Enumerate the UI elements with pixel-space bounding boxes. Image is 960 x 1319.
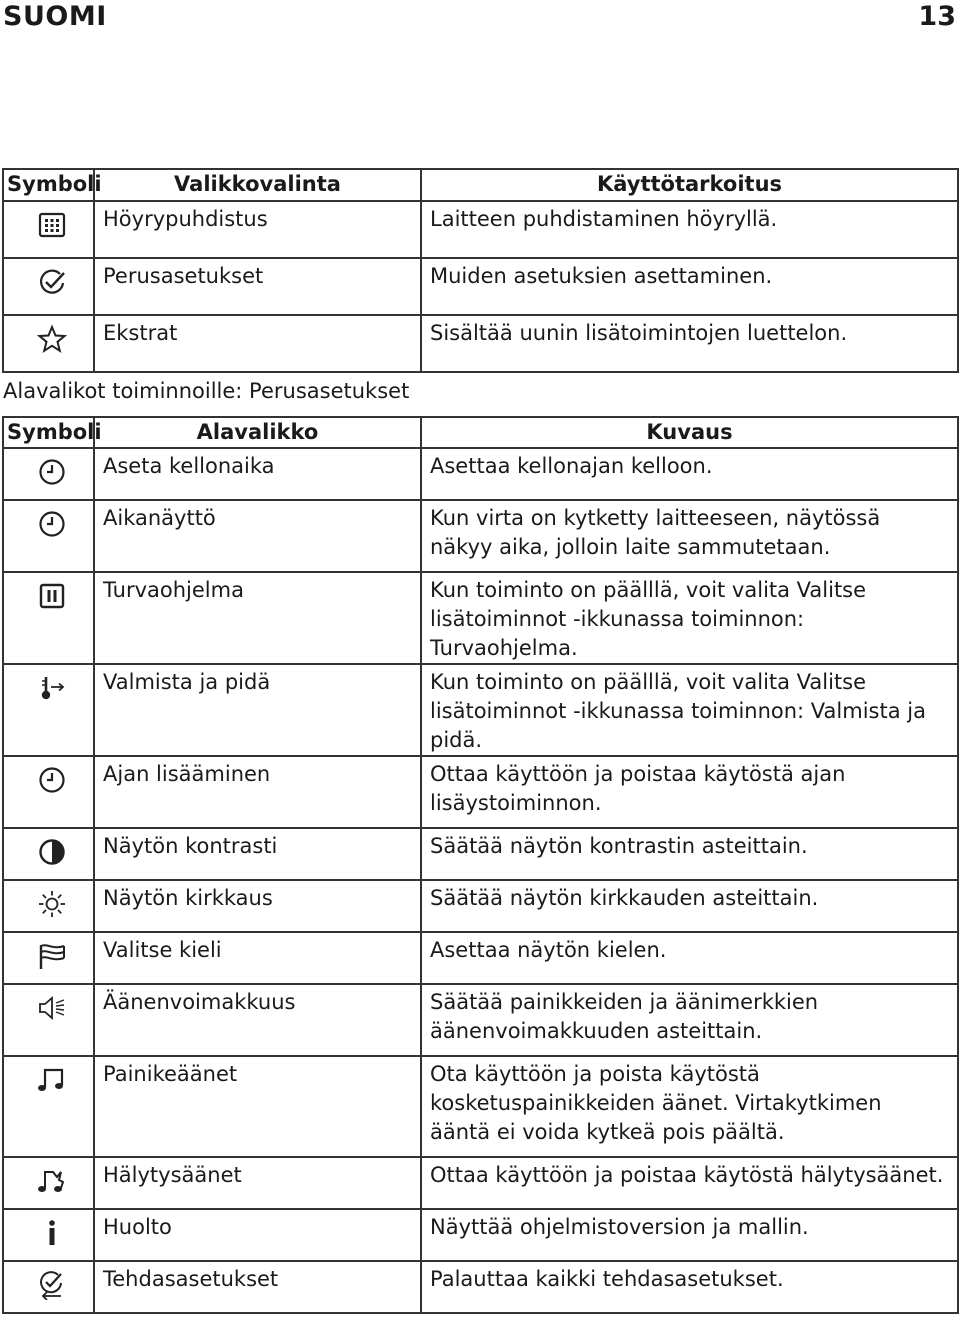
star-icon	[37, 324, 67, 354]
table-row	[3, 756, 958, 828]
language-label: SUOMI	[3, 1, 107, 32]
header-symbol: Symboli	[3, 417, 94, 448]
table-row	[3, 201, 958, 258]
submenu-description: Kun virta on kytketty laitteeseen, näytössä näkyy aika, jolloin laite sammutetaan.	[421, 500, 958, 572]
factory-reset-icon	[37, 1270, 67, 1300]
table-row	[3, 664, 958, 756]
submenu-description: Ottaa käyttöön ja poistaa käytöstä hälytysäänet.	[421, 1157, 958, 1209]
header-menu-option: Valikkovalinta	[94, 169, 421, 201]
header-submenu: Alavalikko	[94, 417, 421, 448]
table-row	[3, 1056, 958, 1157]
page-number: 13	[918, 1, 956, 32]
submenu-description: Kun toiminto on päälllä, voit valita Valitse lisätoiminnot -ikkunassa toiminnon: Valmista ja pidä.	[421, 664, 958, 756]
menu-name: Ekstrat	[94, 315, 421, 372]
header-purpose: Käyttötarkoitus	[421, 169, 958, 201]
menu-description: Laitteen puhdistaminen höyryllä.	[421, 201, 958, 258]
submenu-description: Kun toiminto on päälllä, voit valita Valitse lisätoiminnot -ikkunassa toiminnon: Turvaohjelma.	[421, 572, 958, 664]
submenu-description: Asettaa kellonajan kelloon.	[421, 448, 958, 500]
header-symbol: Symboli	[3, 169, 94, 201]
submenu-name: Äänenvoimakkuus	[94, 984, 421, 1056]
info-icon	[37, 1218, 67, 1248]
submenu-name: Valitse kieli	[94, 932, 421, 984]
flag-icon	[37, 941, 67, 971]
table-row	[3, 500, 958, 572]
speaker-icon	[37, 993, 67, 1023]
submenu-table	[2, 416, 959, 1314]
table-row	[3, 984, 958, 1056]
menu-name: Perusasetukset	[94, 258, 421, 315]
table-row	[3, 1157, 958, 1209]
menu-table	[2, 168, 959, 373]
menu-name: Höyrypuhdistus	[94, 201, 421, 258]
submenu-name: Aikanäyttö	[94, 500, 421, 572]
submenu-description: Säätää näytön kontrastin asteittain.	[421, 828, 958, 880]
clock-icon	[37, 765, 67, 795]
submenu-name: Näytön kirkkaus	[94, 880, 421, 932]
submenu-name: Ajan lisääminen	[94, 756, 421, 828]
page-header	[0, 0, 960, 38]
thermometer-arrow-icon	[37, 673, 67, 703]
menu-description: Muiden asetuksien asettaminen.	[421, 258, 958, 315]
menu-description: Sisältää uunin lisätoimintojen luettelon.	[421, 315, 958, 372]
table-header-row	[3, 417, 958, 448]
table-header-row	[3, 169, 958, 201]
contrast-icon	[37, 837, 67, 867]
submenu-name: Tehdasasetukset	[94, 1261, 421, 1313]
submenu-name: Valmista ja pidä	[94, 664, 421, 756]
submenu-name: Hälytysäänet	[94, 1157, 421, 1209]
submenu-description: Säätää näytön kirkkauden asteittain.	[421, 880, 958, 932]
sun-icon	[37, 889, 67, 919]
submenu-name: Turvaohjelma	[94, 572, 421, 664]
submenu-name: Näytön kontrasti	[94, 828, 421, 880]
submenu-description: Asettaa näytön kielen.	[421, 932, 958, 984]
table-row	[3, 1261, 958, 1313]
table-row	[3, 828, 958, 880]
table-row	[3, 932, 958, 984]
submenu-name: Huolto	[94, 1209, 421, 1261]
clock-icon	[37, 509, 67, 539]
table-row	[3, 1209, 958, 1261]
header-description: Kuvaus	[421, 417, 958, 448]
table-row	[3, 880, 958, 932]
alarm-note-icon	[37, 1166, 67, 1196]
submenu-heading: Alavalikot toiminnoille: Perusasetukset	[3, 379, 410, 403]
submenu-name: Painikeäänet	[94, 1056, 421, 1157]
table-row	[3, 258, 958, 315]
clock-icon	[37, 457, 67, 487]
checkmark-circle-icon	[37, 267, 67, 297]
table-row	[3, 572, 958, 664]
submenu-description: Säätää painikkeiden ja äänimerkkien äänenvoimakkuuden asteittain.	[421, 984, 958, 1056]
submenu-description: Näyttää ohjelmistoversion ja mallin.	[421, 1209, 958, 1261]
submenu-name: Aseta kellonaika	[94, 448, 421, 500]
steam-cleaning-icon	[37, 210, 67, 240]
submenu-description: Palauttaa kaikki tehdasasetukset.	[421, 1261, 958, 1313]
submenu-description: Ota käyttöön ja poista käytöstä kosketuspainikkeiden äänet. Virtakytkimen ääntä ei voida kytkeä pois päältä.	[421, 1056, 958, 1157]
table-row	[3, 315, 958, 372]
music-note-icon	[37, 1065, 67, 1095]
table-row	[3, 448, 958, 500]
pause-square-icon	[37, 581, 67, 611]
submenu-description: Ottaa käyttöön ja poistaa käytöstä ajan lisäystoiminnon.	[421, 756, 958, 828]
